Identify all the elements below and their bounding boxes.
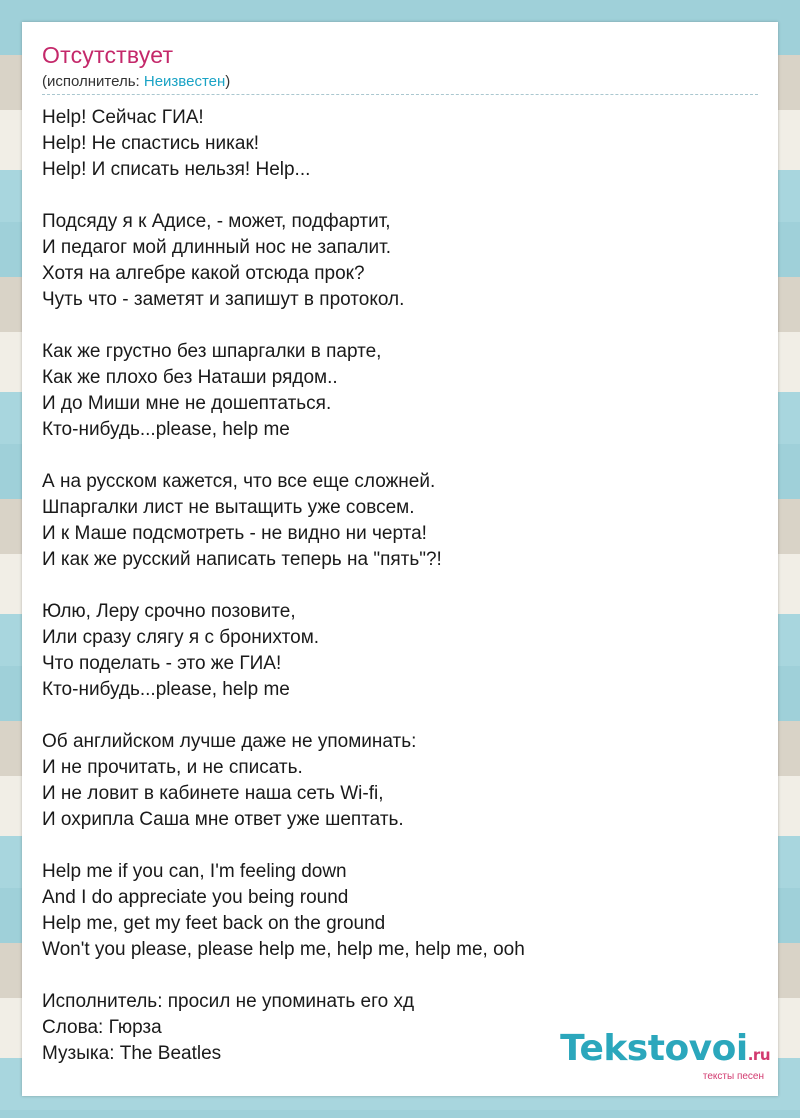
- logo-main-text: Tekstovoi: [560, 1028, 748, 1069]
- lyric-line: Слова: Гюрза: [42, 1017, 162, 1038]
- lyric-line: А на русском кажется, что все еще сложней.: [42, 471, 436, 492]
- lyric-line: Won't you please, please help me, help me, help me, ooh: [42, 939, 525, 960]
- lyric-line: Шпаргалки лист не вытащить уже совсем.: [42, 497, 415, 518]
- lyric-line: Help me if you can, I'm feeling down: [42, 861, 347, 882]
- artist-link[interactable]: Неизвестен: [143, 73, 226, 90]
- lyric-line: Подсяду я к Адисе, - может, подфартит,: [42, 211, 391, 232]
- lyric-line: И не прочитать, и не списать.: [42, 757, 303, 778]
- lyric-line: Хотя на алгебре какой отсюда прок?: [42, 263, 365, 284]
- artist-line: [42, 73, 230, 90]
- song-title: Отсутствует: [42, 42, 174, 68]
- stanza: [42, 599, 758, 703]
- stanza: [42, 105, 758, 183]
- lyrics-body: [42, 105, 758, 1067]
- stanza: [42, 339, 758, 443]
- lyric-line: Юлю, Леру срочно позовите,: [42, 601, 296, 622]
- stanza: [42, 209, 758, 313]
- logo-tagline: тексты песен: [702, 1071, 764, 1082]
- lyric-line: Как же грустно без шпаргалки в парте,: [42, 341, 382, 362]
- divider: [42, 94, 758, 95]
- lyric-line: Help! Сейчас ГИА!: [42, 107, 204, 128]
- lyric-line: И педагог мой длинный нос не запалит.: [42, 237, 392, 258]
- lyric-line: Или сразу слягу я с бронихтом.: [42, 627, 320, 648]
- lyric-line: Help! И списать нельзя! Help...: [42, 159, 311, 180]
- lyric-line: Музыка: The Beatles: [42, 1043, 222, 1064]
- lyric-line: Что поделать - это же ГИА!: [42, 653, 282, 674]
- artist-prefix: (исполнитель:: [42, 73, 144, 90]
- site-logo[interactable]: [560, 1028, 770, 1082]
- logo-wordmark: [560, 1028, 770, 1073]
- lyric-line: Чуть что - заметят и запишут в протокол.: [42, 289, 405, 310]
- lyric-line: И к Маше подсмотреть - не видно ни черта!: [42, 523, 427, 544]
- stanza: [42, 729, 758, 833]
- lyric-line: Исполнитель: просил не упоминать его хд: [42, 991, 415, 1012]
- lyric-line: Как же плохо без Наташи рядом..: [42, 367, 338, 388]
- lyric-line: И не ловит в кабинете наша сеть Wi-fi,: [42, 783, 384, 804]
- lyric-line: И как же русский написать теперь на "пять"?!: [42, 549, 442, 570]
- lyric-line: Кто-нибудь...please, help me: [42, 419, 290, 440]
- lyric-line: И до Миши мне не дошептаться.: [42, 393, 332, 414]
- lyrics-sheet: [22, 22, 778, 1096]
- lyric-line: Help me, get my feet back on the ground: [42, 913, 386, 934]
- lyric-line: Кто-нибудь...please, help me: [42, 679, 290, 700]
- stanza: [42, 469, 758, 573]
- logo-tld: .ru: [747, 1046, 770, 1064]
- lyric-line: И охрипла Саша мне ответ уже шептать.: [42, 809, 404, 830]
- stanza: [42, 859, 758, 963]
- lyric-line: And I do appreciate you being round: [42, 887, 349, 908]
- lyric-line: Help! Не спастись никак!: [42, 133, 260, 154]
- artist-suffix: ): [225, 73, 231, 90]
- lyric-line: Об английском лучше даже не упоминать:: [42, 731, 417, 752]
